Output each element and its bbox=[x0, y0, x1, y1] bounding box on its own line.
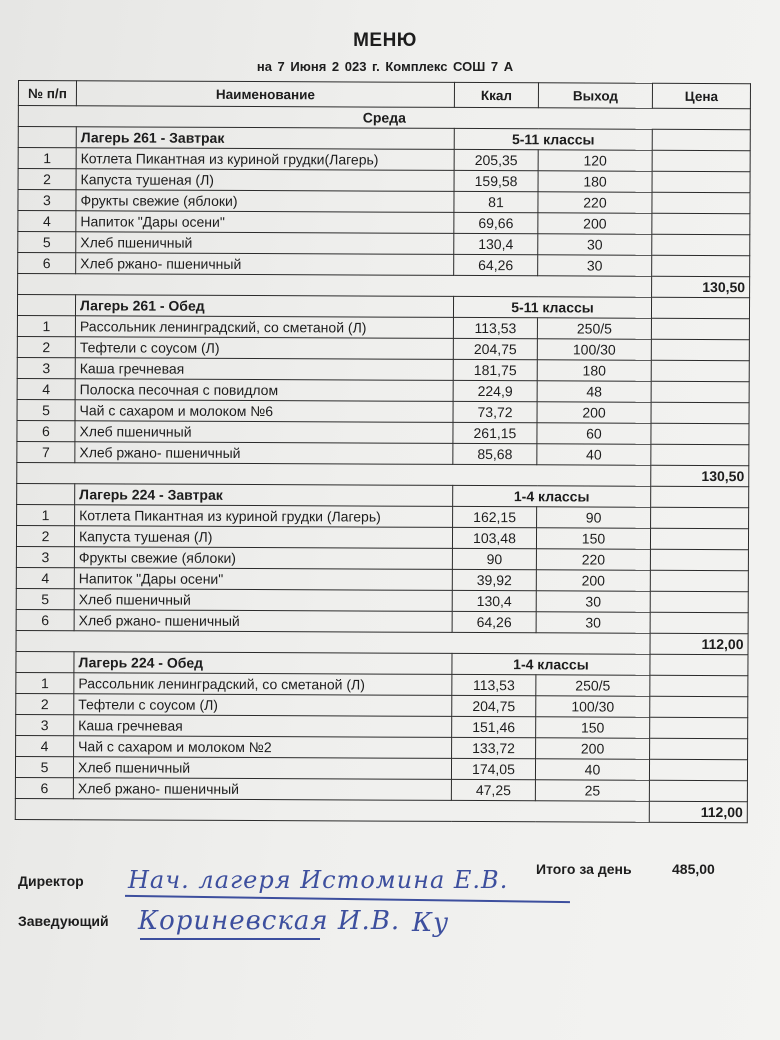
dish-output: 220 bbox=[536, 549, 650, 570]
dish-name: Тефтели с соусом (Л) bbox=[74, 694, 452, 717]
section-header-price-blank bbox=[652, 129, 750, 150]
dish-output: 25 bbox=[535, 780, 649, 801]
dish-output: 90 bbox=[537, 507, 651, 528]
dish-kcal: 151,46 bbox=[452, 716, 536, 737]
dish-price bbox=[652, 213, 750, 234]
row-number: 6 bbox=[17, 420, 75, 441]
dish-kcal: 85,68 bbox=[453, 443, 537, 464]
row-number: 5 bbox=[15, 756, 73, 777]
section-header-blank bbox=[18, 127, 76, 148]
section-title: Лагерь 261 - Завтрак bbox=[76, 127, 454, 150]
day-label: Среда bbox=[18, 106, 750, 130]
dish-kcal: 81 bbox=[454, 191, 538, 212]
dish-kcal: 103,48 bbox=[452, 527, 536, 548]
row-number: 2 bbox=[18, 169, 76, 190]
table-header-row bbox=[18, 81, 750, 109]
dish-price bbox=[650, 528, 748, 549]
subtotal-row bbox=[15, 798, 747, 822]
row-number: 1 bbox=[17, 504, 75, 525]
page-subtitle: на 7 Июня 2 023 г. Комплекс СОШ 7 А bbox=[256, 59, 514, 74]
row-number: 5 bbox=[18, 232, 76, 253]
section-header-blank bbox=[17, 483, 75, 504]
dish-price bbox=[651, 318, 749, 339]
row-number: 2 bbox=[16, 525, 74, 546]
dish-kcal: 64,26 bbox=[452, 611, 536, 632]
section-subtotal: 112,00 bbox=[650, 633, 748, 654]
dish-name: Рассольник ленинградский, со сметаной (Л) bbox=[74, 673, 452, 696]
dish-name: Хлеб пшеничный bbox=[74, 589, 452, 612]
dish-output: 100/30 bbox=[536, 696, 650, 717]
dish-output: 220 bbox=[538, 192, 652, 213]
dish-output: 100/30 bbox=[537, 339, 651, 360]
dish-price bbox=[651, 381, 749, 402]
section-header-blank bbox=[17, 295, 75, 316]
section-class-group: 5-11 классы bbox=[453, 296, 651, 318]
row-number: 3 bbox=[17, 357, 75, 378]
dish-output: 30 bbox=[536, 612, 650, 633]
row-number: 6 bbox=[16, 609, 74, 630]
dish-name: Тефтели с соусом (Л) bbox=[75, 337, 453, 360]
col-header-price: Цена bbox=[652, 83, 750, 108]
dish-kcal: 39,92 bbox=[452, 569, 536, 590]
dish-price bbox=[650, 612, 748, 633]
dish-output: 40 bbox=[535, 759, 649, 780]
dish-price bbox=[650, 696, 748, 717]
subtotal-blank bbox=[16, 630, 650, 654]
dish-output: 120 bbox=[538, 150, 652, 171]
dish-price bbox=[652, 150, 750, 171]
dish-output: 200 bbox=[538, 213, 652, 234]
dish-output: 200 bbox=[537, 402, 651, 423]
dish-name: Чай с сахаром и молоком №6 bbox=[75, 400, 453, 423]
dish-output: 150 bbox=[536, 717, 650, 738]
dish-name: Капуста тушеная (Л) bbox=[74, 526, 452, 549]
daily-total-label: Итого за день bbox=[536, 861, 632, 877]
section-header-price-blank bbox=[651, 297, 749, 318]
col-header-output: Выход bbox=[538, 83, 652, 108]
section-title: Лагерь 261 - Обед bbox=[75, 295, 453, 318]
dish-kcal: 204,75 bbox=[453, 338, 537, 359]
row-number: 3 bbox=[16, 714, 74, 735]
row-number: 4 bbox=[18, 211, 76, 232]
dish-name: Фрукты свежие (яблоки) bbox=[76, 190, 454, 213]
row-number: 7 bbox=[17, 441, 75, 462]
manager-initials-scribble: Ку bbox=[412, 908, 450, 938]
dish-price bbox=[651, 339, 749, 360]
page-title: МЕНЮ bbox=[353, 30, 417, 51]
dish-price bbox=[650, 717, 748, 738]
row-number: 1 bbox=[16, 672, 74, 693]
subtotal-blank bbox=[17, 462, 651, 486]
dish-kcal: 64,26 bbox=[454, 254, 538, 275]
row-number: 4 bbox=[16, 735, 74, 756]
dish-name: Каша гречневая bbox=[74, 715, 452, 738]
dish-name: Фрукты свежие (яблоки) bbox=[74, 547, 452, 570]
dish-name: Напиток "Дары осени" bbox=[74, 568, 452, 591]
col-header-kcal: Ккал bbox=[454, 82, 538, 107]
dish-output: 40 bbox=[537, 444, 651, 465]
section-class-group: 1-4 классы bbox=[453, 485, 651, 507]
dish-price bbox=[652, 192, 750, 213]
dish-price bbox=[649, 759, 747, 780]
row-number: 6 bbox=[15, 777, 73, 798]
dish-kcal: 73,72 bbox=[453, 401, 537, 422]
dish-name: Хлеб пшеничный bbox=[75, 421, 453, 444]
dish-name: Хлеб ржано- пшеничный bbox=[74, 610, 452, 633]
dish-name: Каша гречневая bbox=[75, 358, 453, 381]
section-class-group: 5-11 классы bbox=[454, 128, 652, 150]
section-class-group: 1-4 классы bbox=[452, 653, 650, 675]
dish-output: 200 bbox=[536, 738, 650, 759]
dish-price bbox=[650, 591, 748, 612]
row-number: 6 bbox=[18, 253, 76, 274]
row-number: 3 bbox=[18, 190, 76, 211]
dish-price bbox=[651, 423, 749, 444]
dish-price bbox=[652, 234, 750, 255]
section-subtotal: 130,50 bbox=[651, 465, 749, 486]
dish-kcal: 204,75 bbox=[452, 695, 536, 716]
dish-price bbox=[650, 549, 748, 570]
manager-signature-line bbox=[140, 938, 320, 940]
subtotal-blank bbox=[15, 798, 649, 822]
dish-price bbox=[650, 738, 748, 759]
dish-output: 150 bbox=[536, 528, 650, 549]
dish-price bbox=[651, 402, 749, 423]
dish-price bbox=[652, 171, 750, 192]
dish-kcal: 205,35 bbox=[454, 149, 538, 170]
dish-output: 48 bbox=[537, 381, 651, 402]
dish-output: 30 bbox=[536, 591, 650, 612]
dish-kcal: 130,4 bbox=[452, 590, 536, 611]
subtotal-blank bbox=[18, 274, 652, 298]
dish-kcal: 113,53 bbox=[453, 317, 537, 338]
dish-kcal: 69,66 bbox=[454, 212, 538, 233]
section-subtotal: 130,50 bbox=[652, 276, 750, 297]
row-number: 3 bbox=[16, 546, 74, 567]
col-header-name: Наименование bbox=[76, 81, 454, 108]
manager-label: Заведующий bbox=[18, 913, 109, 929]
dish-price bbox=[649, 780, 747, 801]
dish-name: Хлеб пшеничный bbox=[73, 757, 451, 780]
section-header-price-blank bbox=[650, 654, 748, 675]
dish-name: Хлеб ржано- пшеничный bbox=[75, 442, 453, 465]
dish-output: 250/5 bbox=[536, 675, 650, 696]
dish-name: Напиток "Дары осени" bbox=[76, 211, 454, 234]
dish-kcal: 133,72 bbox=[452, 737, 536, 758]
dish-output: 30 bbox=[538, 255, 652, 276]
row-number: 1 bbox=[18, 148, 76, 169]
dish-kcal: 47,25 bbox=[451, 779, 535, 800]
dish-kcal: 261,15 bbox=[453, 422, 537, 443]
row-number: 4 bbox=[16, 567, 74, 588]
dish-output: 60 bbox=[537, 423, 651, 444]
section-title: Лагерь 224 - Завтрак bbox=[75, 484, 453, 507]
dish-name: Хлеб ржано- пшеничный bbox=[73, 778, 451, 801]
dish-price bbox=[651, 360, 749, 381]
row-number: 1 bbox=[17, 315, 75, 336]
dish-price bbox=[650, 570, 748, 591]
dish-kcal: 181,75 bbox=[453, 359, 537, 380]
dish-price bbox=[650, 675, 748, 696]
row-number: 2 bbox=[16, 693, 74, 714]
manager-signature: Кориневская И.В. bbox=[138, 906, 401, 936]
row-number: 2 bbox=[17, 336, 75, 357]
dish-kcal: 90 bbox=[452, 548, 536, 569]
dish-kcal: 113,53 bbox=[452, 674, 536, 695]
dish-kcal: 130,4 bbox=[454, 233, 538, 254]
dish-name: Капуста тушеная (Л) bbox=[76, 169, 454, 192]
row-number: 5 bbox=[16, 588, 74, 609]
section-header-blank bbox=[16, 651, 74, 672]
dish-output: 180 bbox=[537, 360, 651, 381]
row-number: 4 bbox=[17, 378, 75, 399]
director-label: Директор bbox=[18, 873, 84, 889]
daily-total-value: 485,00 bbox=[672, 861, 715, 877]
dish-price bbox=[651, 444, 749, 465]
dish-kcal: 174,05 bbox=[451, 758, 535, 779]
row-number: 5 bbox=[17, 399, 75, 420]
dish-price bbox=[651, 507, 749, 528]
dish-name: Хлеб пшеничный bbox=[76, 232, 454, 255]
dish-name: Хлеб ржано- пшеничный bbox=[76, 253, 454, 276]
dish-name: Котлета Пикантная из куриной грудки (Лагерь) bbox=[75, 505, 453, 528]
dish-output: 200 bbox=[536, 570, 650, 591]
dish-name: Полоска песочная с повидлом bbox=[75, 379, 453, 402]
director-signature-line bbox=[125, 895, 570, 903]
dish-kcal: 162,15 bbox=[453, 506, 537, 527]
section-header-price-blank bbox=[651, 486, 749, 507]
section-subtotal: 112,00 bbox=[649, 801, 747, 822]
col-header-number: № п/п bbox=[18, 81, 76, 106]
director-signature: Нач. лагеря Истомина Е.В. bbox=[128, 866, 509, 894]
dish-output: 250/5 bbox=[537, 318, 651, 339]
dish-output: 180 bbox=[538, 171, 652, 192]
dish-name: Рассольник ленинградский, со сметаной (Л) bbox=[75, 316, 453, 339]
dish-name: Чай с сахаром и молоком №2 bbox=[74, 736, 452, 759]
dish-price bbox=[652, 255, 750, 276]
dish-name: Котлета Пикантная из куриной грудки(Лагерь) bbox=[76, 148, 454, 171]
dish-kcal: 159,58 bbox=[454, 170, 538, 191]
section-title: Лагерь 224 - Обед bbox=[74, 652, 452, 675]
menu-table bbox=[15, 80, 751, 823]
dish-output: 30 bbox=[538, 234, 652, 255]
dish-kcal: 224,9 bbox=[453, 380, 537, 401]
